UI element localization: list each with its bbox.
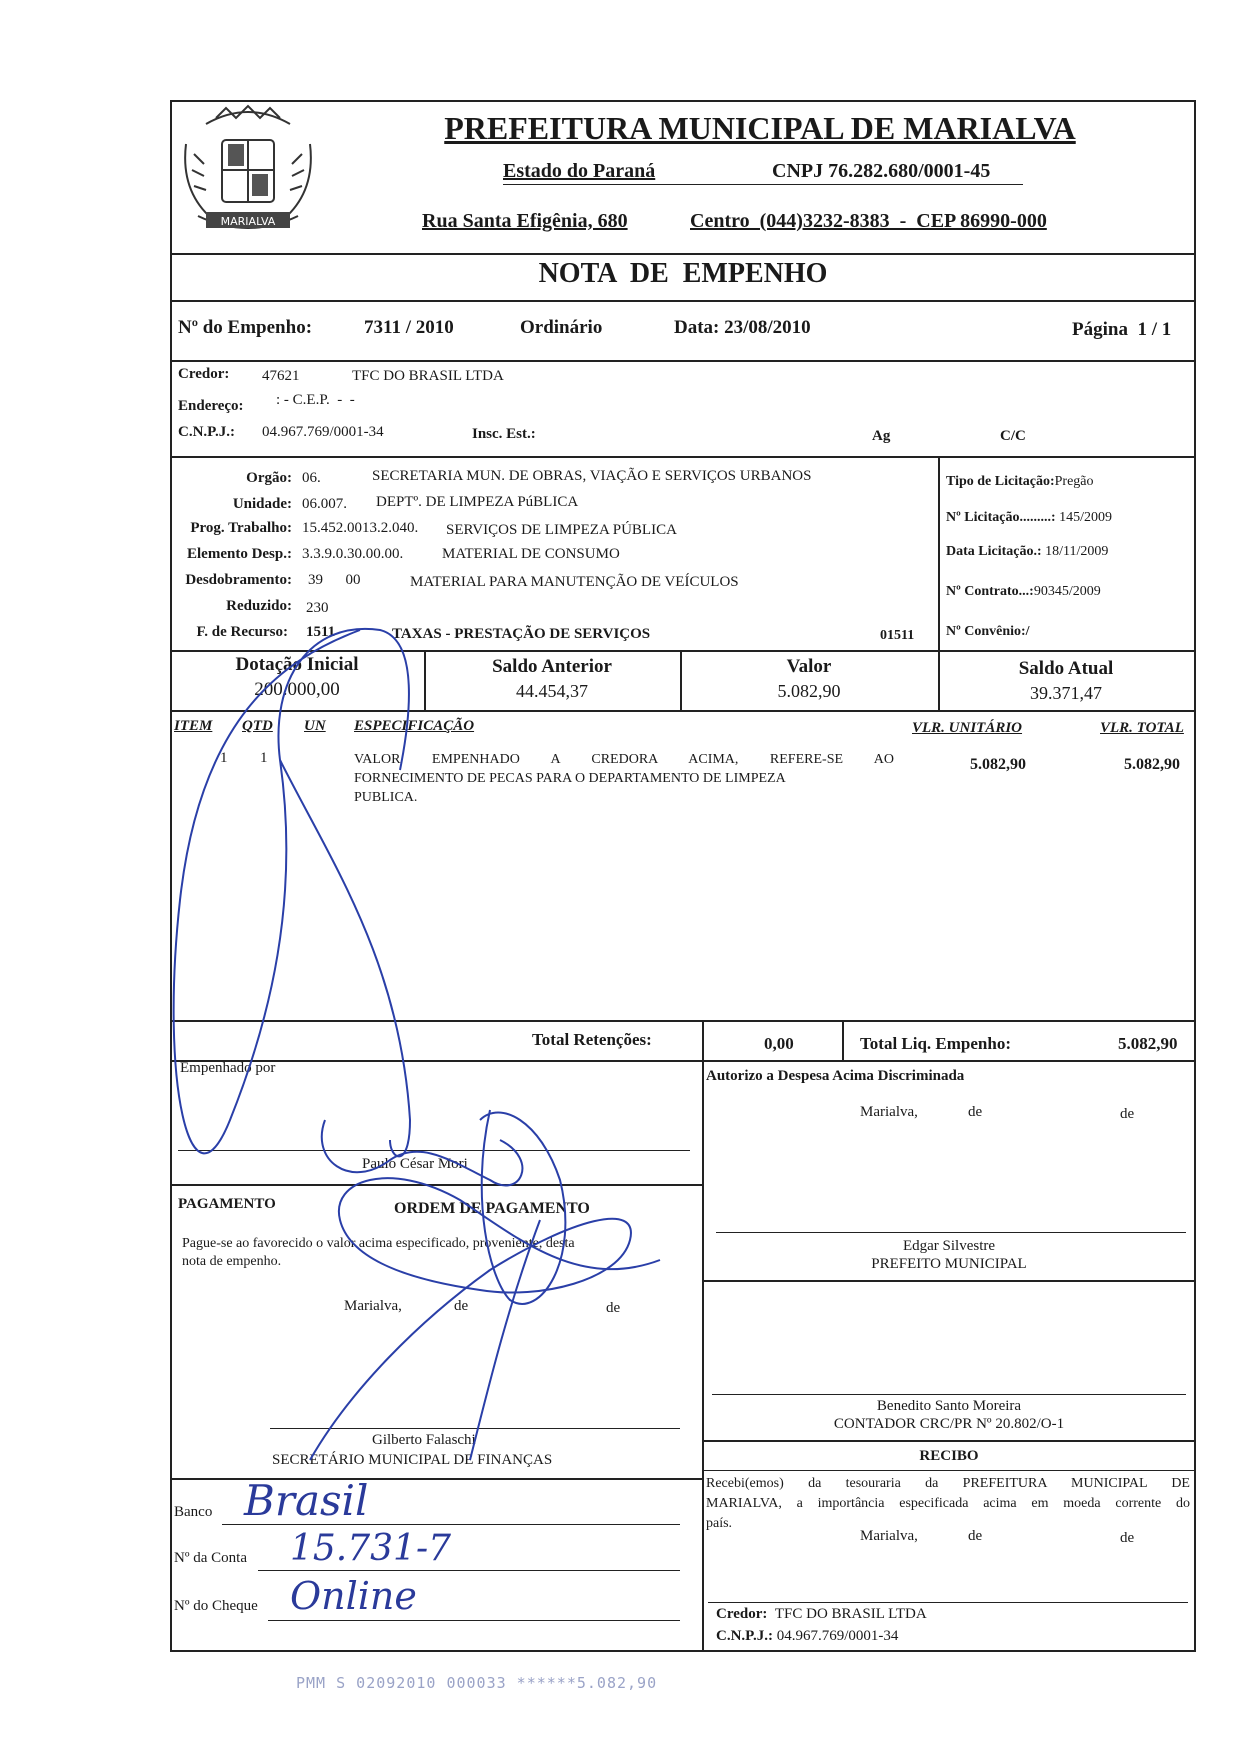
saldo-anterior-value: 44.454,37: [516, 681, 588, 701]
address-value: : - C.E.P. - -: [276, 392, 355, 408]
banco-handwritten: Brasil: [244, 1476, 369, 1525]
address-street: Rua Santa Efigênia, 680: [422, 210, 628, 232]
item-total-value: 5.082,90: [1124, 756, 1180, 773]
empenho-number: 7311 / 2010: [364, 317, 454, 338]
orgao-desc: SECRETARIA MUN. DE OBRAS, VIAÇÃO E SERVIÇOS URBANOS: [372, 468, 812, 484]
recibo-de-1: de: [968, 1528, 983, 1544]
payment-stamp: PMM S 02092010 000033 ******5.082,90: [296, 1674, 658, 1692]
page-number: Página 1 / 1: [1072, 319, 1172, 340]
numero-licitacao: Nº Licitação.........: 145/2009: [946, 510, 1112, 525]
saldo-anterior-label: Saldo Anterior: [492, 656, 612, 677]
pagamento-place: Marialva,: [344, 1298, 402, 1314]
recibo-text-2: MARIALVA, a importância especificada acima em moeda corrente do: [706, 1496, 1190, 1511]
prefeito-role: PREFEITO MUNICIPAL: [871, 1256, 1027, 1272]
autorizo-de-2: de: [1120, 1106, 1135, 1122]
prefeito-name: Edgar Silvestre: [902, 1238, 996, 1254]
empenho-number-label: Nº do Empenho:: [178, 317, 313, 338]
col-item: ITEM: [174, 718, 213, 734]
recurso-desc: TAXAS - PRESTAÇÃO DE SERVIÇOS: [392, 626, 651, 642]
saldo-atual-value: 39.371,47: [1030, 683, 1102, 703]
elemento-desp-desc: MATERIAL DE CONSUMO: [442, 546, 620, 562]
liquido-value: 5.082,90: [1118, 1034, 1178, 1053]
recibo-place: Marialva,: [860, 1528, 918, 1544]
autorizo-place: Marialva,: [860, 1104, 918, 1120]
municipality-title: PREFEITURA MUNICIPAL DE MARIALVA: [444, 110, 1076, 146]
numero-convenio: Nº Convênio:/: [946, 624, 1030, 639]
pagamento-de-2: de: [606, 1300, 621, 1316]
col-vlr-total: VLR. TOTAL: [1100, 720, 1184, 736]
valor-value: 5.082,90: [777, 681, 841, 701]
credor-label: Credor:: [178, 366, 230, 382]
item-spec-line-2: FORNECIMENTO DE PECAS PARA O DEPARTAMENTO DE LIMPEZA: [354, 771, 786, 786]
desdobramento-code: 39 00: [308, 572, 361, 588]
signature-strokes: [160, 600, 720, 1480]
col-vlr-unitario: VLR. UNITÁRIO: [912, 720, 1023, 736]
empenhado-signer: Paulo César Mori: [362, 1156, 468, 1172]
svg-text:MARIALVA: MARIALVA: [220, 215, 276, 228]
autorizo-label: Autorizo a Despesa Acima Discriminada: [706, 1068, 965, 1084]
document-title: NOTA DE EMPENHO: [538, 258, 828, 289]
state-name: Estado do Paraná: [503, 160, 656, 182]
address-rest: Centro (044)3232-8383 - CEP 86990-000: [690, 210, 1047, 232]
recurso-code-right: 01511: [880, 628, 915, 643]
secretario-name: Gilberto Falaschi: [372, 1432, 476, 1448]
unidade-code: 06.007.: [302, 496, 347, 512]
numero-contrato: Nº Contrato...:90345/2009: [946, 584, 1101, 599]
conta-handwritten: 15.731-7: [290, 1528, 452, 1569]
desdobramento-label: Desdobramento:: [185, 572, 292, 588]
conta-label: Nº da Conta: [174, 1550, 247, 1566]
pagamento-label: PAGAMENTO: [178, 1196, 276, 1212]
secretario-role: SECRETÁRIO MUNICIPAL DE FINANÇAS: [272, 1452, 553, 1468]
reduzido-label: Reduzido:: [226, 598, 292, 614]
elemento-desp-code: 3.3.9.0.30.00.00.: [302, 546, 404, 562]
valor-label: Valor: [786, 656, 832, 677]
empenhado-label: Empenhado por: [180, 1060, 276, 1076]
item-qtd: 1: [260, 750, 268, 766]
cheque-handwritten: Online: [290, 1574, 417, 1618]
recurso-label: F. de Recurso:: [196, 624, 288, 640]
pagamento-text-1: Pague-se ao favorecido o valor acima especificado, proveniente, desta: [182, 1236, 575, 1251]
unidade-desc: DEPTº. DE LIMPEZA PúBLICA: [376, 494, 579, 510]
orgao-code: 06.: [302, 470, 321, 486]
pagamento-de-1: de: [454, 1298, 469, 1314]
prog-trabalho-label: Prog. Trabalho:: [190, 520, 292, 536]
empenho-date: Data: 23/08/2010: [674, 317, 811, 338]
credor-name: TFC DO BRASIL LTDA: [352, 368, 504, 384]
item-number: 1: [220, 750, 228, 766]
recibo-text-1: Recebi(emos) da tesouraria da PREFEITURA MUNICIPAL DE: [706, 1476, 1190, 1491]
reduzido-code: 230: [306, 600, 329, 616]
coat-of-arms-icon: [176, 104, 320, 244]
recibo-credor: Credor: TFC DO BRASIL LTDA: [716, 1606, 927, 1622]
recibo-text-3: país.: [706, 1516, 733, 1531]
tipo-licitacao: Tipo de Licitação:Pregão: [946, 474, 1094, 489]
unidade-label: Unidade:: [232, 496, 292, 512]
banco-label: Banco: [174, 1504, 213, 1520]
col-qtd: QTD: [242, 718, 273, 734]
desdobramento-desc: MATERIAL PARA MANUTENÇÃO DE VEÍCULOS: [410, 574, 739, 590]
item-spec-line-1: VALOR EMPENHADO A CREDORA ACIMA, REFERE-SE AO: [354, 752, 894, 767]
autorizo-de-1: de: [968, 1104, 983, 1120]
col-especificacao: ESPECIFICAÇÃO: [354, 718, 475, 734]
credor-code: 47621: [262, 368, 300, 384]
saldo-atual-label: Saldo Atual: [1018, 658, 1114, 679]
col-un: UN: [304, 718, 326, 734]
recibo-cnpj: C.N.P.J.: 04.967.769/0001-34: [716, 1628, 899, 1644]
retencoes-label: Total Retenções:: [532, 1030, 652, 1049]
prog-trabalho-desc: SERVIÇOS DE LIMPEZA PÚBLICA: [446, 522, 677, 538]
cc-label: C/C: [1000, 428, 1026, 444]
state-underline: [503, 184, 1023, 185]
ag-label: Ag: [872, 428, 891, 444]
empenho-type: Ordinário: [520, 317, 603, 338]
data-licitacao: Data Licitação.: 18/11/2009: [946, 544, 1109, 559]
dotacao-value: 200.000,00: [254, 679, 340, 700]
ordem-pagamento-label: ORDEM DE PAGAMENTO: [394, 1200, 590, 1217]
municipality-cnpj: CNPJ 76.282.680/0001-45: [772, 160, 991, 182]
contador-role: CONTADOR CRC/PR Nº 20.802/O-1: [833, 1416, 1065, 1432]
retencoes-value: 0,00: [764, 1034, 794, 1053]
address-label: Endereço:: [178, 398, 244, 414]
prog-trabalho-code: 15.452.0013.2.040.: [302, 520, 419, 536]
liquido-label: Total Liq. Empenho:: [860, 1034, 1011, 1053]
recibo-title: RECIBO: [919, 1448, 979, 1464]
recurso-code: 1511: [306, 624, 336, 640]
item-spec-line-3: PUBLICA.: [354, 790, 418, 805]
cnpj-value: 04.967.769/0001-34: [262, 424, 384, 440]
item-unit-value: 5.082,90: [970, 756, 1026, 773]
cheque-label: Nº do Cheque: [174, 1598, 258, 1614]
cnpj-label: C.N.P.J.:: [178, 424, 235, 440]
insc-est-label: Insc. Est.:: [472, 426, 536, 442]
recibo-de-2: de: [1120, 1530, 1135, 1546]
orgao-label: Orgão:: [246, 470, 292, 486]
dotacao-label: Dotação Inicial: [235, 654, 359, 675]
pagamento-text-2: nota de empenho.: [182, 1254, 282, 1269]
elemento-desp-label: Elemento Desp.:: [187, 546, 292, 562]
contador-name: Benedito Santo Moreira: [876, 1398, 1022, 1414]
